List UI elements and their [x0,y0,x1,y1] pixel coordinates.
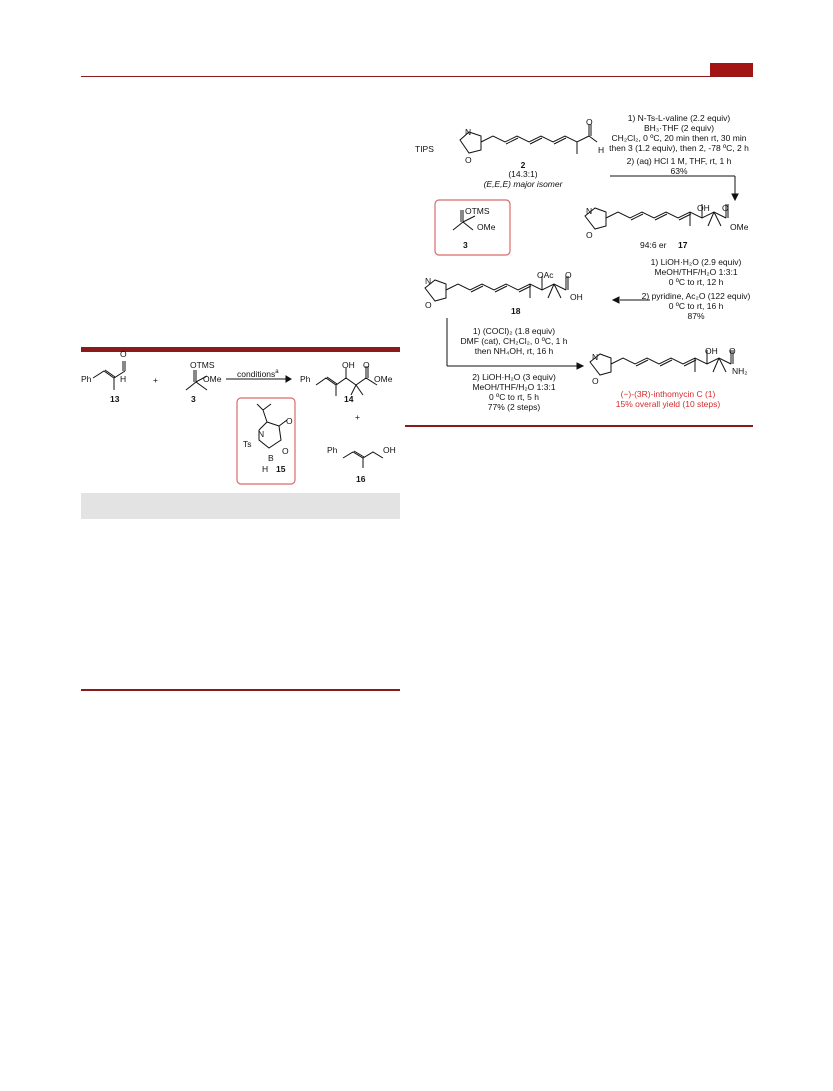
atom-h-15: H [262,464,269,474]
step3-line2: DMF (cat), CH₂Cl₂, 0 ºC, 1 h [460,336,568,346]
atom-o-15: O [282,446,289,456]
atom-otms-3: OTMS [190,360,215,370]
step2-line1: 1) LiOH·H₂O (2.9 equiv) [650,257,742,267]
atom-h-2: H [598,145,605,155]
step3-line6: 0 ºC to rt, 5 h [489,392,539,402]
atom-n-17: N [586,206,593,216]
product-overall-yield: 15% overall yield (10 steps) [615,399,721,409]
byproduct-16-structure [343,451,383,468]
label-16: 16 [356,474,366,484]
step3-line1: 1) (COCl)₂ (1.8 equiv) [472,326,556,336]
catalyst-15-structure [257,404,287,448]
label-17: 17 [678,240,688,250]
atom-o-17: O [586,230,593,240]
atom-ome-3: OMe [203,374,222,384]
isomer-2: (E,E,E) major isomer [483,179,563,189]
compound-2-structure [460,124,597,154]
atom-ts-15: Ts [243,439,252,449]
atom-oh-18: OH [570,292,583,302]
atom-o-18: O [425,300,432,310]
step1-line4: then 3 (1.2 equiv), then 2, -78 ºC, 2 h [609,143,749,153]
step1-yield: 63% [670,166,688,176]
atom-ph-14: Ph [300,374,311,384]
step2-yield: 87% [687,311,705,321]
label-13: 13 [110,394,120,404]
atom-o2-17: O [722,203,729,213]
scheme-bottom-rule [405,425,753,427]
atom-ph-13: Ph [81,374,92,384]
step3-line4: 2) LiOH·H₂O (3 equiv) [472,372,556,382]
atom-o2-18: O [565,270,572,280]
product-14-structure [316,366,377,396]
label-2: 2 [520,160,526,170]
atom-oh-17: OH [697,203,710,213]
plus-sign-2: + [355,412,360,422]
atom-o-13: O [120,349,127,359]
table-reaction-scheme [81,360,401,490]
step1-line3: CH₂Cl₂, 0 ºC, 20 min then rt, 30 min [611,133,747,143]
conditions-label: conditions$^a$ [237,368,279,379]
tips-label: TIPS [415,144,434,154]
atom-h-13: H [120,374,127,384]
atom-nh2-1: NH₂ [732,366,748,376]
atom-b-15: B [268,453,274,463]
step1-line1: 1) N-Ts-L-valine (2.2 equiv) [627,113,731,123]
step3-line3: then NH₄OH, rt, 16 h [474,346,554,356]
atom-n-15: N [258,429,265,439]
ratio-2: (14.3:1) [508,169,538,179]
atom-o2-15: O [286,416,293,426]
header-rule [81,76,753,77]
atom-o-2: O [465,155,472,165]
step2-line4: 2) pyridine, Ac₂O (122 equiv) [641,291,751,301]
plus-sign-1: + [153,375,158,385]
atom-n-1: N [592,352,599,362]
atom-o-14: O [363,360,370,370]
step3-line5: MeOH/THF/H₂O 1:3:1 [472,382,556,392]
label-3-scheme: 3 [463,240,468,250]
label-3-table: 3 [191,394,196,404]
atom-o-1: O [592,376,599,386]
step1-line2: BH₃·THF (2 equiv) [643,123,715,133]
atom-oh-1: OH [705,346,718,356]
step1-line5: 2) (aq) HCl 1 M, THF, rt, 1 h [626,156,732,166]
atom-ome-14: OMe [374,374,393,384]
atom-ph-16: Ph [327,445,338,455]
step2-line5: 0 ºC to rt, 16 h [668,301,724,311]
atom-ome-3-scheme: OMe [477,222,496,232]
label-14: 14 [344,394,354,404]
table-bottom-rule [81,689,400,691]
step2-line3: 0 ºC to rt, 12 h [668,277,724,287]
er-17: 94:6 er [640,240,667,250]
atom-oh-14: OH [342,360,355,370]
label-18: 18 [511,306,521,316]
atom-otms-3-scheme: OTMS [465,206,490,216]
step3-yield: 77% (2 steps) [487,402,541,412]
atom-oac-18: OAc [537,270,554,280]
atom-n-18: N [425,276,432,286]
atom-ome-17: OMe [730,222,749,232]
atom-oh-16: OH [383,445,396,455]
atom-n-2: N [465,127,472,137]
label-15: 15 [276,464,286,474]
atom-o-2-ald: O [586,117,593,127]
product-name: (−)-(3R)-inthomycin C (1) [620,389,716,399]
step2-line2: MeOH/THF/H₂O 1:3:1 [654,267,738,277]
page-number-tab [710,63,753,76]
table-top-rule [81,347,400,352]
atom-o2-1: O [729,346,736,356]
table-header-band [81,493,400,519]
